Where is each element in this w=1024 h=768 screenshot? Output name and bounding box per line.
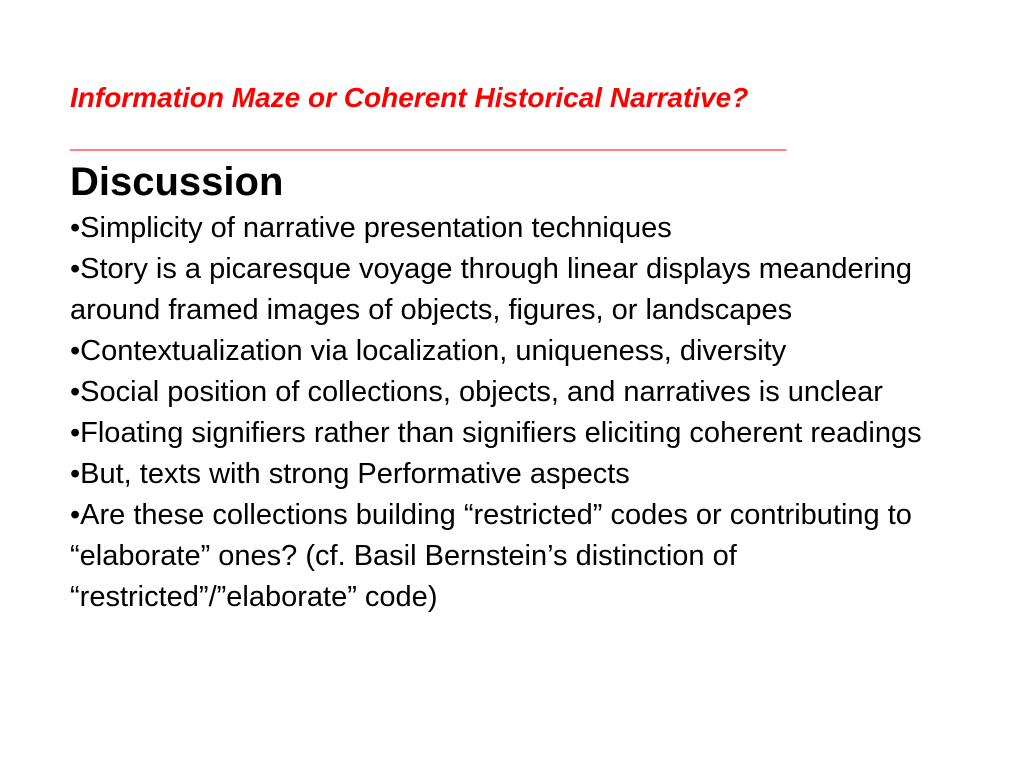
slide-content [70,78,970,618]
bullet-item: •Story is a picaresque voyage through linear displays meandering around framed images of objects, figures, or landscapes [70,253,912,326]
bullet-item: •Floating signifiers rather than signifiers eliciting coherent readings [70,417,922,449]
slide-title: Information Maze or Coherent Historical Narrative? [70,82,749,113]
bullet-item: •Contextualization via localization, uniqueness, diversity [70,335,787,367]
title-underline: ______________________________________________ [70,122,787,153]
bullet-item: •But, texts with strong Performative aspects [70,458,630,490]
bullet-list [70,208,970,618]
bullet-item: •Simplicity of narrative presentation techniques [70,212,672,244]
section-heading: Discussion [70,160,284,204]
bullet-item: •Are these collections building “restricted” codes or contributing to “elaborate” ones? (cf. Basil Bernstein’s distinction of “restricted”/”elaborate” code) [70,499,912,613]
bullet-item: •Social position of collections, objects, and narratives is unclear [70,376,883,408]
